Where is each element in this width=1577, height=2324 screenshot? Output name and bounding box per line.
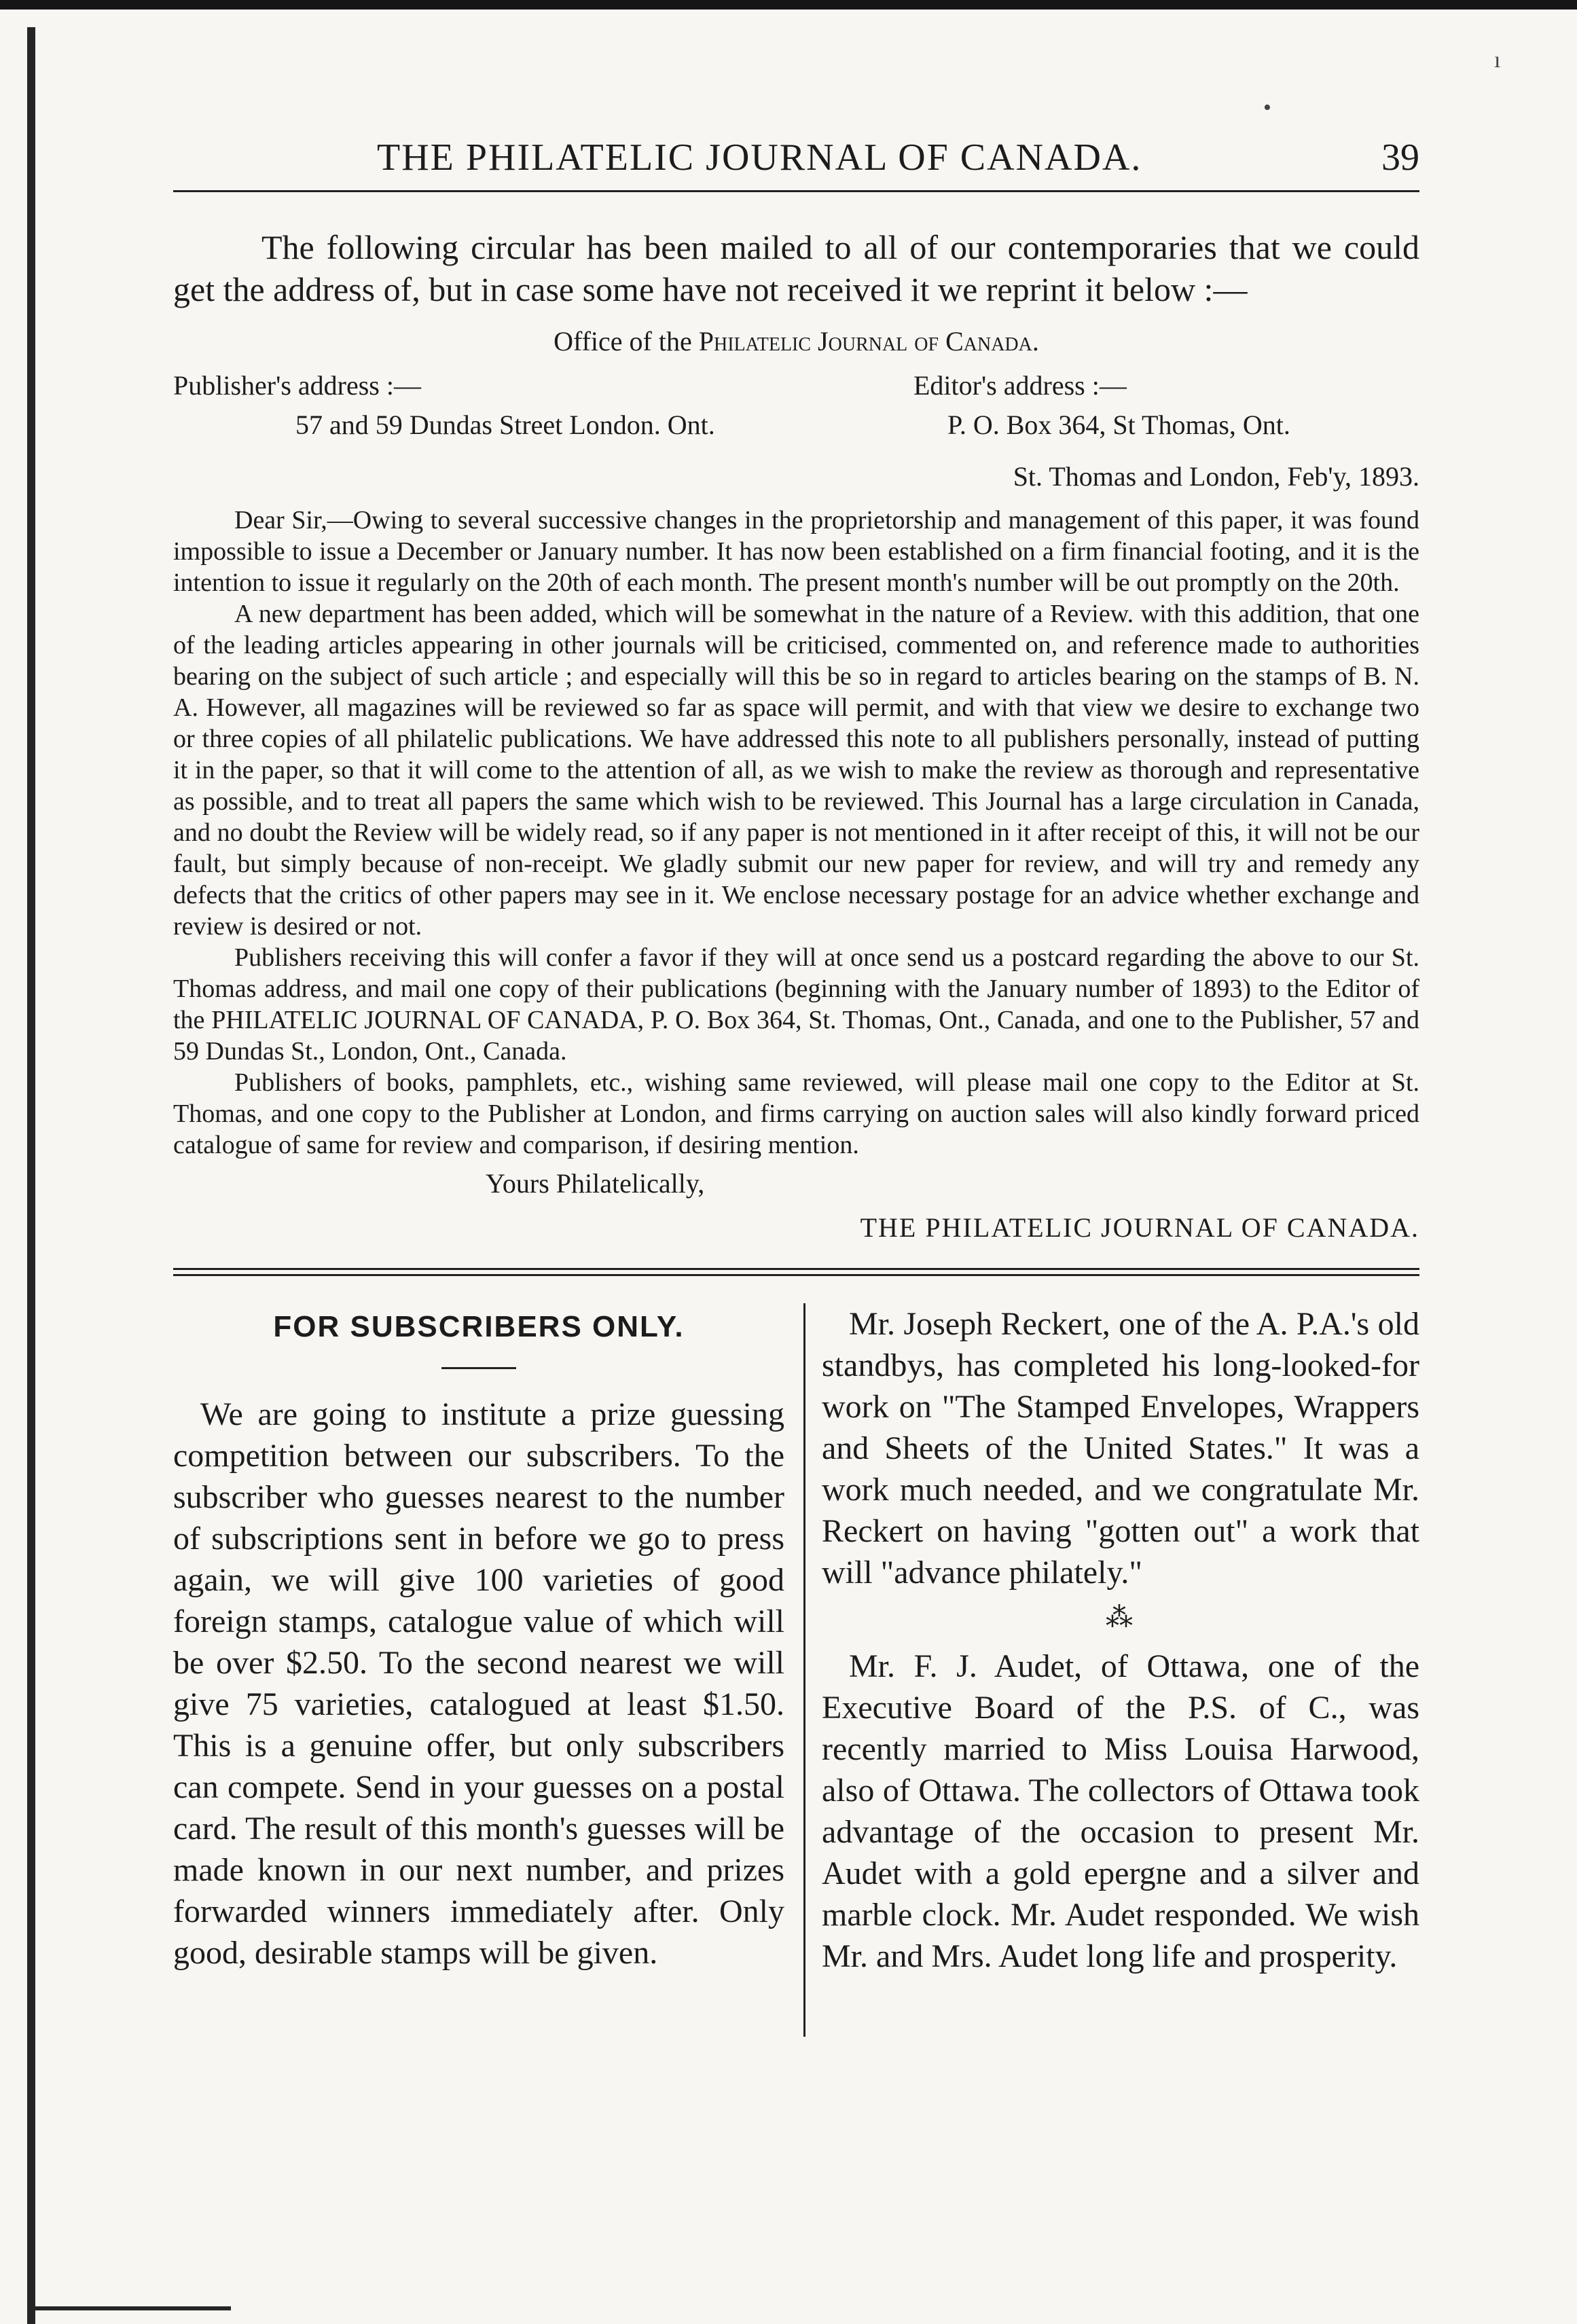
journal-page: [173, 122, 1419, 2084]
right-column: [822, 1303, 1419, 1977]
scan-edge-bottom: [27, 2306, 231, 2310]
office-name: Philatelic Journal of Canada.: [698, 326, 1039, 357]
intro-paragraph: The following circular has been mailed to all of our contemporaries that we could get the address of, but in case some have not received it we reprint it below :—: [173, 228, 1419, 308]
section-double-rule: [173, 1268, 1419, 1276]
scan-edge-left: [27, 27, 35, 2324]
publisher-address-label: Publisher's address :—: [173, 370, 421, 401]
date-line: St. Thomas and London, Feb'y, 1893.: [1013, 461, 1419, 492]
letter-paragraph-2: A new department has been added, which will be somewhat in the nature of a Review. with this addition, that one of the leading articles appearing in other journals will be criticised, commented on, and reference made to authorities bearing on the subject of such article ; and especially will this be so in regard to articles bearing on the stamps of B. N. A. However, all magazines will be reviewed so far as space will permit, and with that view we desire to exchange two or three copies of all philatelic publications. We have addressed this note to all publishers personally, instead of putting it in the paper, so that it will come to the attention of all, as we wish to make the review as thorough and representative as possible, and to treat all papers the same which wish to be reviewed. This Journal has a large circulation in Canada, and no doubt the Review will be widely read, so if any paper is not mentioned in it after receipt of this, it will not be our fault, but simply because of non-receipt. We gladly submit our new paper for review, and will try and remedy any defects that the critics of other papers may see in it. We enclose necessary postage for an advice whether exchange and review is desired or not.: [173, 600, 1419, 941]
letter-closing: Yours Philatelically,: [486, 1168, 705, 1199]
page-number: 39: [1381, 137, 1419, 179]
heading-short-rule: [441, 1367, 516, 1369]
running-title: THE PHILATELIC JOURNAL OF CANADA.: [377, 137, 1142, 179]
address-values-row: [173, 409, 1419, 448]
reckert-news-item: Mr. Joseph Reckert, one of the A. P.A.'s old standbys, has completed his long-looked-for work on "The Stamped Envelopes, Wrappers and Sheets of the United States." It was a work much needed, and we congratulate Mr. Reckert on having "gotten out" a work that will "advance philately.": [822, 1306, 1419, 1591]
letter-paragraph-3: Publishers receiving this will confer a favor if they will at once send us a postcard regarding the above to our St. Thomas address, and mail one copy of their publications (beginning with the January number of 1893) to the Editor of the PHILATELIC JOURNAL OF CANADA, P. O. Box 364, St. Thomas, Ont., Canada, and one to the Publisher, 57 and 59 Dundas St., London, Ont., Canada.: [173, 943, 1419, 1066]
two-column-section: [173, 1303, 1419, 2084]
audet-news-item: Mr. F. J. Audet, of Ottawa, one of the Executive Board of the P.S. of C., was recently married to Miss Louisa Harwood, also of Ottawa. The collectors of Ottawa took advantage of the occasion to present Mr. Audet with a gold epergne and a silver and marble clock. Mr. Audet responded. We wish Mr. and Mrs. Audet long life and prosperity.: [822, 1648, 1419, 1974]
header-rule: [173, 190, 1419, 192]
address-labels-row: [173, 369, 1419, 409]
scan-edge-top: [0, 0, 1577, 10]
editor-address: P. O. Box 364, St Thomas, Ont.: [947, 410, 1290, 440]
asterism-separator: ⁂: [1106, 1602, 1136, 1633]
subscribers-heading: FOR SUBSCRIBERS ONLY.: [273, 1310, 685, 1343]
running-head: [173, 122, 1419, 190]
column-divider: [803, 1303, 805, 2037]
left-column: [173, 1303, 784, 1974]
letter-paragraph-1: Dear Sir,—Owing to several successive changes in the proprietorship and management of this paper, it was found impossible to issue a December or January number. It has now been established on a firm financial footing, and it is the intention to issue it regularly on the 20th of each month. The present month's number will be out promptly on the 20th.: [173, 506, 1419, 597]
subscribers-notice: We are going to institute a prize guessing competition between our subscribers. To the subscriber who guesses nearest to the number of subscriptions sent in before we go to press again, we will give 100 varieties of good foreign stamps, catalogue value of which will be over $2.50. To the second nearest we will give 75 varieties, catalogued at least $1.50. This is a genuine offer, but only subscribers can compete. Send in your guesses on a postal card. The result of this month's guesses will be made known in our next number, and prizes forwarded winners immediately after. Only good, desirable stamps will be given.: [173, 1396, 784, 1971]
office-line: [173, 325, 1419, 357]
margin-dot-mark: •: [1263, 95, 1271, 120]
editor-address-label: Editor's address :—: [913, 370, 1127, 401]
office-prefix: Office of the: [554, 326, 692, 357]
publisher-address: 57 and 59 Dundas Street London. Ont.: [295, 410, 715, 440]
letter-paragraph-4: Publishers of books, pamphlets, etc., wishing same reviewed, will please mail one copy to the Editor at St. Thomas, and one copy to the Publisher at London, and firms carrying on auction sales will also kindly forward priced catalogue of same for review and comparison, if desiring mention.: [173, 1068, 1419, 1159]
letter-signature: THE PHILATELIC JOURNAL OF CANADA.: [860, 1212, 1419, 1243]
margin-tick-mark: ı: [1494, 48, 1501, 73]
